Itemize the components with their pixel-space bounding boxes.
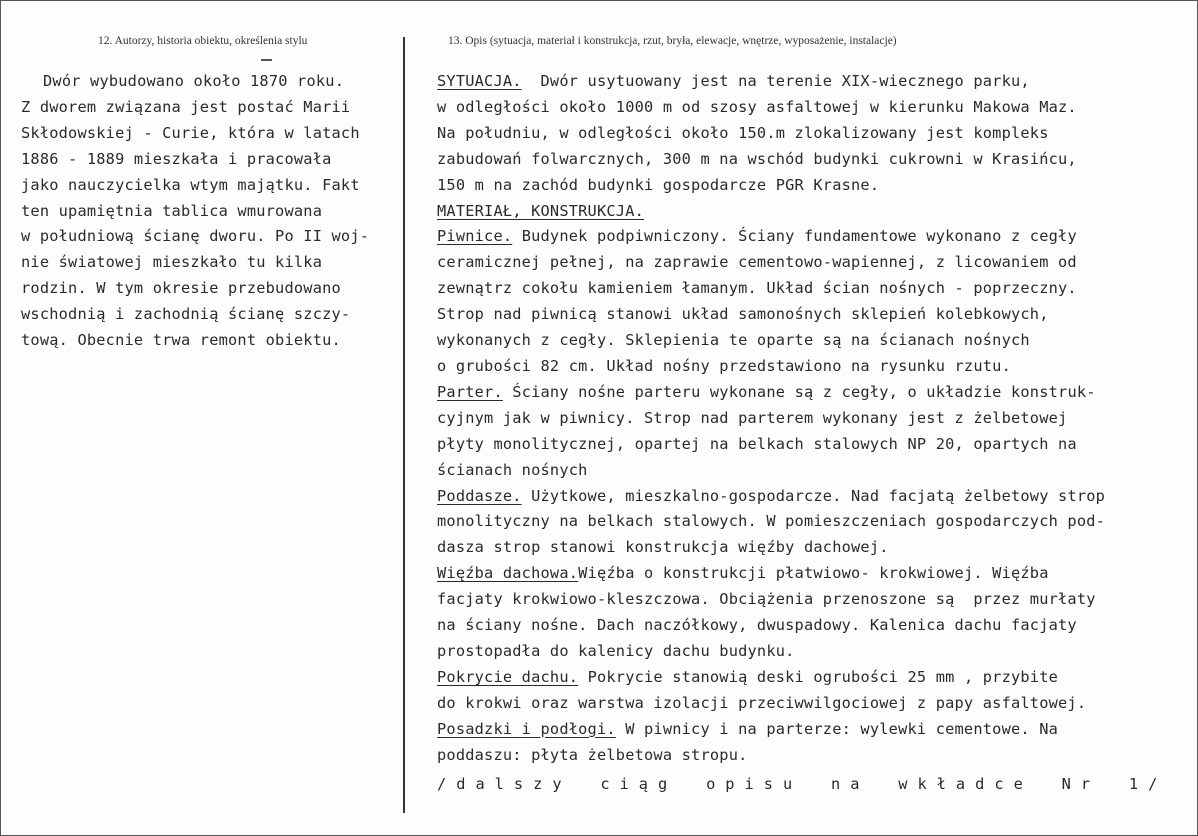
text-line <box>437 432 1187 458</box>
line-text: rodzin. W tym okresie przebudowano <box>21 279 341 298</box>
text-line <box>437 561 1187 587</box>
line-text: zewnątrz cokołu kamieniem łamanym. Układ ścian nośnych - poprzeczny. <box>437 279 1077 298</box>
line-text: nie światowej mieszkało tu kilka <box>21 253 323 272</box>
line-text: Więźba o konstrukcji płatwiowo- krokwiowej. Więźba <box>578 564 1049 583</box>
text-line <box>437 328 1187 354</box>
text-line <box>437 717 1187 743</box>
line-text: w południową ścianę dworu. Po II woj- <box>21 227 370 246</box>
text-line <box>437 121 1187 147</box>
text-line <box>437 199 1187 225</box>
text-line <box>21 121 401 147</box>
text-line <box>21 276 401 302</box>
line-text: ścianach nośnych <box>437 460 588 479</box>
header-dash <box>261 59 272 61</box>
column-divider <box>403 37 405 813</box>
text-line <box>21 302 401 328</box>
continuation-note: / d a l s z y c i ą g o p i s u n a w k ł a d c e N r 1 / <box>437 775 1158 793</box>
text-line <box>21 250 401 276</box>
line-text: wschodnią i zachodnią ścianę szczy- <box>21 305 351 324</box>
line-text: Użytkowe, mieszkalno-gospodarcze. Nad facjatą żelbetowy strop <box>521 486 1106 505</box>
line-text: 1886 - 1889 mieszkała i pracowała <box>21 149 332 168</box>
line-text: tową. Obecnie trwa remont obiektu. <box>21 331 341 350</box>
line-text: poddaszu: płyta żelbetowa stropu. <box>437 745 748 764</box>
line-text: Dwór usytuowany jest na terenie XIX-wiecznego parku, <box>521 72 1030 90</box>
text-line <box>437 95 1187 121</box>
line-text: wykonanych z cegły. Sklepienia te oparte są na ścianach nośnych <box>437 331 1030 350</box>
text-line <box>437 613 1187 639</box>
text-line <box>437 665 1187 691</box>
history-text <box>21 69 401 354</box>
line-text: W piwnicy i na parterze: wylewki cementowe. Na <box>615 719 1059 738</box>
line-text: Dwór wybudowano około 1870 roku. <box>43 72 345 90</box>
text-line <box>437 639 1187 665</box>
text-line <box>437 691 1187 717</box>
line-text: o grubości 82 cm. Układ nośny przedstawiono na rysunku rzutu. <box>437 356 1011 375</box>
section-heading: Poddasze. <box>437 486 522 505</box>
line-text: zabudowań folwarcznych, 300 m na wschód budynki cukrowni w Krasińcu, <box>437 149 1077 168</box>
line-text: Budynek podpiwniczony. Ściany fundamentowe wykonano z cegły <box>512 227 1077 246</box>
text-line <box>21 147 401 173</box>
line-text: monolityczny na belkach stalowych. W pomieszczeniach gospodarczych pod- <box>437 512 1106 531</box>
text-line <box>437 484 1187 510</box>
description-text <box>437 69 1187 768</box>
line-text: Skłodowskiej - Curie, która w latach <box>21 123 360 142</box>
text-line <box>437 380 1187 406</box>
section-heading: Piwnice. <box>437 227 513 246</box>
text-line <box>437 458 1187 484</box>
line-text: facjaty krokwiowo-kleszczowa. Obciążenia przenoszone są przez murłaty <box>437 590 1096 609</box>
section-13-header: 13. Opis (sytuacja, materiał i konstrukcja, rzut, bryła, elewacje, wnętrze, wyposażenie, instalacje) <box>448 35 897 47</box>
text-line <box>437 535 1187 561</box>
section-heading: SYTUACJA. <box>437 72 522 90</box>
line-text: Ściany nośne parteru wykonane są z cegły, o układzie konstruk- <box>502 382 1096 401</box>
text-line <box>21 95 401 121</box>
text-line <box>21 173 401 199</box>
section-heading: MATERIAŁ, KONSTRUKCJA. <box>437 201 645 220</box>
text-line <box>21 199 401 225</box>
text-line <box>437 743 1187 769</box>
line-text: ceramicznej pełnej, na zaprawie cementowo-wapiennej, z licowaniem od <box>437 253 1077 272</box>
line-text: 150 m na zachód budynki gospodarcze PGR Krasne. <box>437 175 880 194</box>
text-line <box>437 587 1187 613</box>
text-line <box>437 302 1187 328</box>
text-line <box>437 509 1187 535</box>
line-text: Strop nad piwnicą stanowi układ samonośnych sklepień kolebkowych, <box>437 305 1049 324</box>
text-line <box>437 69 1187 95</box>
line-text: na ściany nośne. Dach naczółkowy, dwuspadowy. Kalenica dachu facjaty <box>437 616 1077 635</box>
line-text: Z dworem związana jest postać Marii <box>21 97 351 116</box>
section-heading: Więźba dachowa. <box>437 564 579 583</box>
line-text: dasza strop stanowi konstrukcja więźby dachowej. <box>437 538 889 557</box>
line-text: cyjnym jak w piwnicy. Strop nad parterem wykonany jest z żelbetowej <box>437 408 1068 427</box>
line-text: płyty monolitycznej, opartej na belkach stalowych NP 20, opartych na <box>437 434 1077 453</box>
section-heading: Pokrycie dachu. <box>437 667 579 686</box>
text-line <box>437 224 1187 250</box>
text-line <box>437 354 1187 380</box>
line-text: w odległości około 1000 m od szosy asfaltowej w kierunku Makowa Maz. <box>437 97 1077 116</box>
text-line <box>21 328 401 354</box>
text-line <box>437 173 1187 199</box>
line-text: Pokrycie stanowią deski ogrubości 25 mm , przybite <box>578 667 1059 686</box>
line-text: jako nauczycielka wtym majątku. Fakt <box>21 175 360 194</box>
line-text: Na południu, w odległości około 150.m zlokalizowany jest kompleks <box>437 123 1049 142</box>
text-line <box>437 276 1187 302</box>
text-line <box>21 69 401 95</box>
line-text: do krokwi oraz warstwa izolacji przeciwwilgociowej z papy asfaltowej. <box>437 693 1087 712</box>
section-heading: Posadzki i podłogi. <box>437 719 616 738</box>
text-line <box>21 224 401 250</box>
section-12-header: 12. Autorzy, historia obiektu, określenia stylu <box>98 35 308 47</box>
text-line <box>437 250 1187 276</box>
text-line <box>437 406 1187 432</box>
line-text: prostopadła do kalenicy dachu budynku. <box>437 641 795 660</box>
line-text: ten upamiętnia tablica wmurowana <box>21 201 323 220</box>
section-heading: Parter. <box>437 382 503 401</box>
text-line <box>437 147 1187 173</box>
